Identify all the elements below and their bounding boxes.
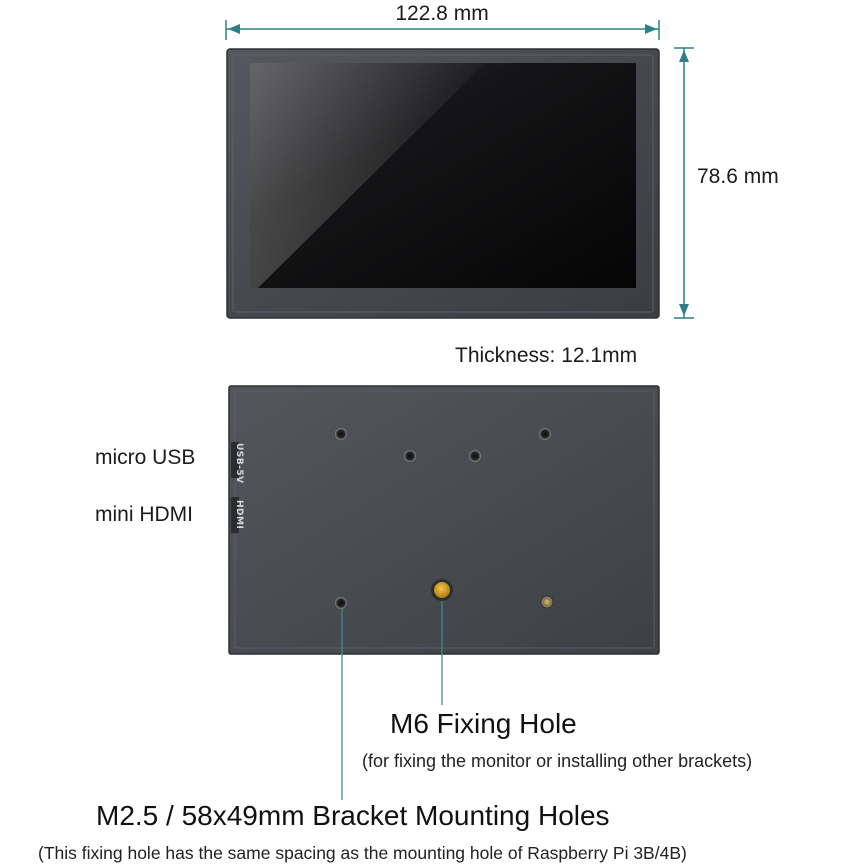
brass-insert: [545, 600, 550, 605]
monitor-front-view: [227, 49, 659, 318]
m25-bracket-holes-note: (This fixing hole has the same spacing as the mounting hole of Raspberry Pi 3B/4B): [38, 843, 687, 863]
monitor-back-view: [229, 386, 659, 654]
height-dimension-line: [674, 48, 694, 318]
height-label: 78.6 mm: [697, 165, 779, 188]
screw-hole: [404, 450, 416, 462]
m25-bracket-holes-title: M2.5 / 58x49mm Bracket Mounting Holes: [96, 800, 610, 831]
screw-hole: [335, 428, 347, 440]
m6-fixing-hole-note: (for fixing the monitor or installing other brackets): [362, 751, 753, 771]
width-label: 122.8 mm: [395, 2, 489, 25]
screw-hole: [469, 450, 481, 462]
bracket-mount-hole: [335, 597, 347, 609]
m6-fixing-hole: [434, 582, 450, 598]
screw-hole: [539, 428, 551, 440]
back-panel: [229, 386, 659, 654]
micro-usb-label: micro USB: [95, 446, 196, 469]
m6-fixing-hole-title: M6 Fixing Hole: [390, 708, 577, 739]
hdmi-silkscreen-text: HDMI: [234, 500, 244, 530]
usb-silkscreen-text: USB-5V: [234, 443, 244, 484]
thickness-label: Thickness: 12.1mm: [455, 344, 638, 367]
mini-hdmi-label: mini HDMI: [95, 503, 193, 526]
